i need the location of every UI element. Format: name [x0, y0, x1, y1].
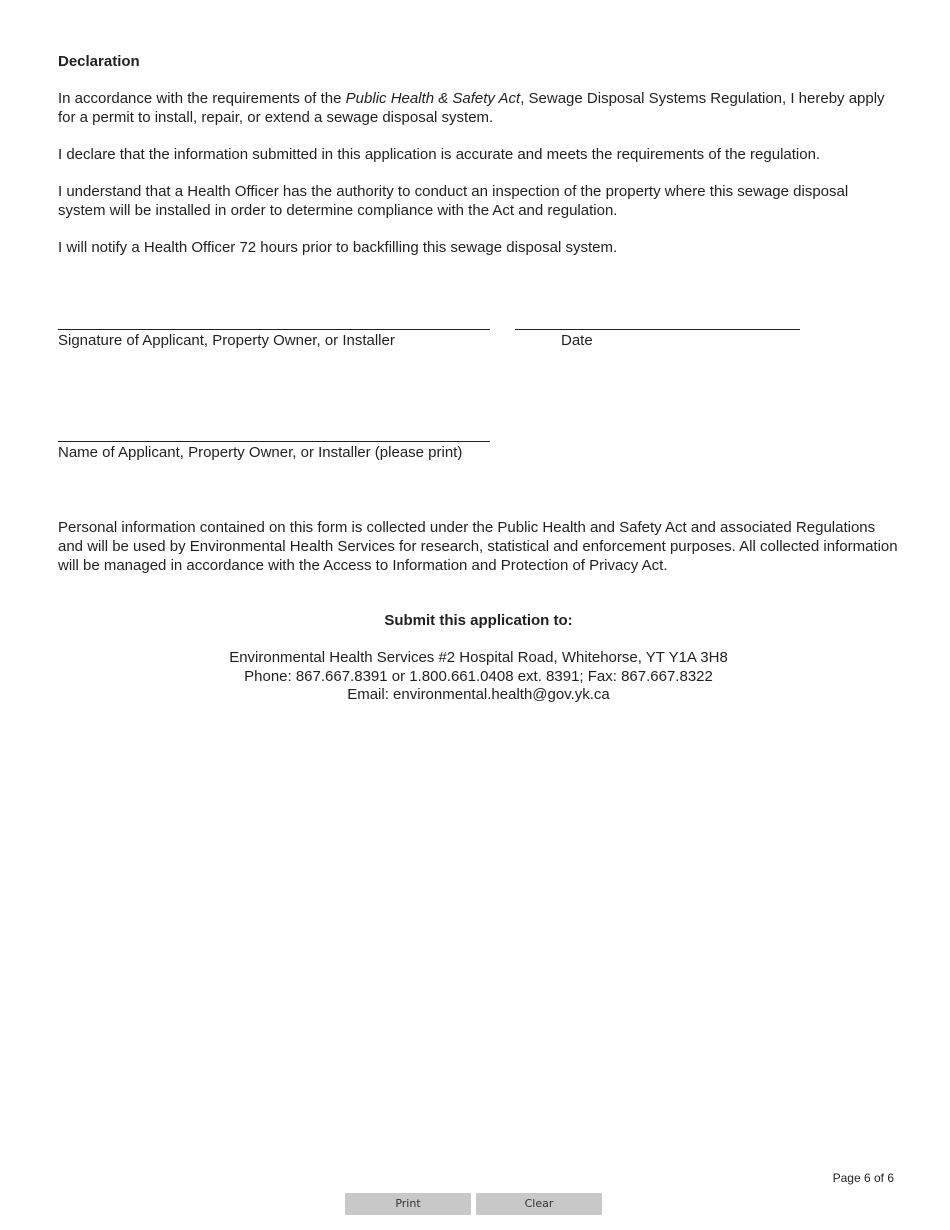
clear-button[interactable]: Clear — [476, 1193, 602, 1215]
privacy-notice: Personal information contained on this form is collected under the Public Health and Safety Act and associated Regulations and will be used by Environmental Health Services for research, statistical and enforcement purposes. All collected information will be managed in accordance with the Access to Information and Protection of Privacy Act. — [58, 519, 898, 574]
date-field-line[interactable] — [515, 329, 800, 330]
submit-email: Email: environmental.health@gov.yk.ca — [347, 686, 610, 703]
declaration-paragraph-permit — [58, 89, 888, 127]
submit-address: Environmental Health Services #2 Hospital Road, Whitehorse, YT Y1A 3H8 — [229, 649, 728, 666]
print-button[interactable]: Print — [345, 1193, 471, 1215]
submit-phone-fax: Phone: 867.667.8391 or 1.800.661.0408 ext. 8391; Fax: 867.667.8322 — [244, 668, 713, 685]
paragraph-suffix: , Sewage Disposal Systems Regulation, I hereby apply for a permit to install, repair, or extend a sewage disposal system. — [58, 90, 885, 126]
date-label: Date — [561, 332, 593, 349]
name-label: Name of Applicant, Property Owner, or Installer (please print) — [58, 444, 463, 461]
declaration-heading: Declaration — [58, 53, 140, 70]
signature-field-line[interactable] — [58, 329, 490, 330]
act-name: Public Health & Safety Act — [345, 90, 521, 107]
signature-label: Signature of Applicant, Property Owner, or Installer — [58, 332, 395, 349]
paragraph-prefix: In accordance with the requirements of the — [58, 90, 346, 107]
submit-title: Submit this application to: — [384, 612, 573, 629]
declaration-paragraph-inspection: I understand that a Health Officer has the authority to conduct an inspection of the property where this sewage disposal system will be installed in order to determine compliance with the Act and regulation. — [58, 183, 849, 219]
declaration-paragraph-accuracy: I declare that the information submitted in this application is accurate and meets the requirements of the regulation. — [58, 146, 821, 163]
name-field-line[interactable] — [58, 441, 490, 442]
declaration-paragraph-notify: I will notify a Health Officer 72 hours prior to backfilling this sewage disposal system. — [58, 239, 618, 256]
page-number: Page 6 of 6 — [832, 1171, 894, 1185]
